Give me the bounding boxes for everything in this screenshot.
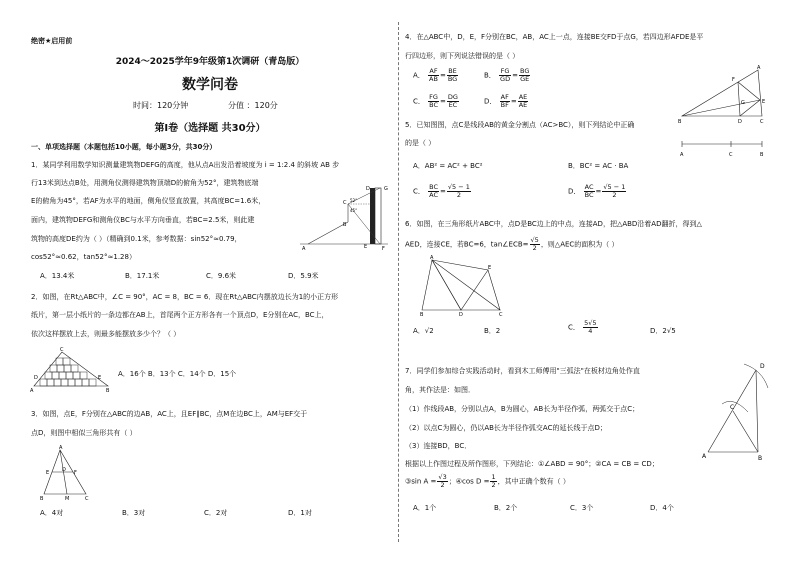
q5-d-num2: √5 − 1 [603,183,626,191]
q3-label-b: B [40,496,44,502]
q5-c-num2: √5 − 1 [447,183,470,191]
q4-c-den1: BC [429,101,439,109]
q3-label-f: F [74,470,77,476]
q5-c-den2: 2 [456,191,461,199]
q4-c-letter: C． [413,97,425,106]
q4-a-num1: AF [429,67,438,75]
volume-title: 第Ⅰ卷（选择题 共30分） [154,123,266,134]
q1-label-f: F [382,246,385,252]
q5-d-den2: 2 [612,191,617,199]
q4-b-den1: GD [500,75,511,83]
q1-line-4: 面内，建筑物DEFG和测角仪BC与水平方向垂直，若BC=2.5米，则此建 [31,216,255,224]
q6-label-a: A [430,255,434,261]
q4-a-num2: BE [448,67,457,75]
q7-step-3: （3）连接BD，BC． [405,442,472,450]
q7-step-1: （1）作线段AB，分别以点A，B为圆心，AB长为半径作弧，两弧交于点C； [405,405,640,413]
q4-label-a: A [757,65,761,71]
column-divider [398,22,399,542]
q5-segment-figure [678,138,768,160]
q2-label-a: A [30,388,34,394]
q1-label-c: C [343,200,347,206]
q6-label-b: B [420,312,424,318]
q5-d-num1: AC [584,183,594,191]
q4-option-d[interactable]: D． $\frac{AF}{BF}$ = $\frac{AE}{AE}$ [484,93,528,109]
q1-option-b[interactable]: B．17.1米 [125,272,160,280]
q3-triangle-figure [40,444,90,500]
q7-line-2: 角，其作法是：如图． [405,386,475,394]
q5-c-letter: C． [413,187,425,196]
q4-a-den2: BG [447,75,458,83]
q1-label-d: D [366,186,370,192]
q4-label-g: G [741,100,745,106]
q5-option-d[interactable]: D． $\frac{AC}{BC}$ = $\frac{√5 - 1}{2}$ [568,183,626,199]
q5-d-letter: D． [568,187,581,196]
q4-parallelogram-figure [678,64,768,124]
q7-option-d[interactable]: D．4个 [650,504,674,512]
q7-cos-num: 1 [491,473,496,481]
q1-line-2: 行13米到达点B处，用测角仪测得建筑物顶端D的俯角为52°，建筑物底端 [31,179,259,187]
q5-c-num1: BC [429,183,439,191]
q7-sin-den: 2 [440,481,445,489]
q5-label-a: A [680,152,684,158]
q3-line-1: 3．如图，点E，F分别在△ABC的边AB，AC上，且EF∥BC，点M在边BC上，AM与EF交于 [31,410,308,418]
q7-label-d: D [760,363,765,370]
q4-label-b: B [678,119,682,125]
q2-line-2: 纸片，第一层小纸片的一条边都在AB上，首尾两个正方形各有一个顶点D，E分别在AC，BC上， [31,311,329,319]
q3-label-m: M [65,496,70,502]
q4-option-c[interactable]: C． $\frac{FG}{BC}$ = $\frac{DG}{EC}$ [413,93,458,109]
q6-option-b[interactable]: B．2 [484,327,501,335]
q3-option-d[interactable]: D．1对 [288,509,312,517]
q1-label-a: A [302,246,306,252]
q4-line-1: 4．在△ABC中，D，E，F分别在BC，AB，AC上一点，连接BE交FD于点G，若四边形AFDE是平 [405,33,704,41]
q7-line-4 [405,474,570,489]
q6-c-letter: C． [568,323,580,332]
q3-line-2: 点D，则图中相似三角形共有（ ） [31,429,137,437]
q5-line-2: 的是（ ） [405,139,436,147]
q2-label-e: E [98,375,102,381]
q7-line-4b: ；④cos D = [448,477,490,486]
q6-label-d: D [459,312,463,318]
q3-label-c: C [85,496,89,502]
q1-line-1: 1．某同学利用数学知识测量建筑物DEFG的高度，他从点A出发沿着坡度为 i = 1:2.4 的斜坡 AB 步 [31,161,340,169]
q2-options[interactable]: A．16个 B．13个 C．14个 D．15个 [118,370,237,378]
q4-line-2: 行四边形，则下列说法错误的是（ ） [405,52,520,60]
exam-time: 时间：120分钟 [133,101,189,110]
secret-label: 绝密★启用前 [31,37,73,45]
q2-label-c: C [60,347,64,353]
section-heading: 一、单项选择题（本题包括10小题，每小题3分，共30分） [31,143,217,151]
q2-line-3: 依次这样摆放上去，则最多能摆放多少个？（ ） [31,330,181,338]
q1-line-5: 筑物的高度DE约为（ ）（精确到0.1米，参考数据：sin52°≈0.79， [31,235,242,243]
q4-label-c: C [760,119,764,125]
q7-option-a[interactable]: A．1个 [413,504,437,512]
q4-c-num1: FG [429,93,438,101]
q2-label-b: B [106,388,110,394]
q4-b-num1: FG [500,67,510,75]
q4-b-den2: GE [520,75,530,83]
q4-c-num2: DG [447,93,458,101]
q7-option-c[interactable]: C．3个 [570,504,594,512]
q7-label-a: A [702,453,707,460]
q6-c-den: 4 [588,327,593,335]
q5-option-a[interactable]: A．AB² = AC² + BC² [413,162,483,170]
q6-c-num: 5√5 [584,319,597,327]
q4-d-den2: AE [518,101,528,109]
q7-option-b[interactable]: B．2个 [494,504,518,512]
q6-option-d[interactable]: D．2√5 [650,327,676,335]
q6-line-2b: ，则△AEC的面积为（ ） [540,240,619,249]
q4-label-f: F [732,77,735,83]
q4-label-e: E [762,99,766,105]
q5-label-b: B [760,152,764,158]
q1-option-d[interactable]: D．5.9米 [288,272,319,280]
q7-label-b: B [758,455,763,462]
q6-line-2 [405,237,619,252]
q3-option-a[interactable]: A．4对 [40,509,64,517]
q6-option-c[interactable] [568,320,599,335]
q1-option-c[interactable]: C．9.6米 [206,272,237,280]
q6-tan-den: 2 [532,244,537,252]
q1-label-e: E [364,244,368,250]
q6-option-a[interactable]: A．√2 [413,327,434,335]
q6-label-c: C [499,312,503,318]
q3-option-c[interactable]: C．2对 [204,509,228,517]
q7-line-1: 7．同学们参加综合实践活动时，看到木工师傅用"三弧法"在板材边角处作直 [405,367,640,375]
q5-option-b[interactable]: B．BC² = AC · BA [568,162,629,170]
q4-c-den2: EC [448,101,458,109]
q7-label-c: C [730,404,735,411]
q4-a-den1: AB [429,75,438,83]
q6-line-2a: AED，连接CE，若BC=6，tan∠ECB= [405,240,529,249]
q1-angle-45: 45° [350,208,358,213]
q7-line-3: 根据以上作图过程及所作图形，下列结论：①∠ABD = 90°；②CA = CB = CD； [405,460,659,468]
q1-building-figure [300,182,392,252]
exam-score: 分值 ：120分 [228,101,278,110]
q7-sin-num: √3 [438,473,447,481]
q3-option-b[interactable]: B．3对 [122,509,146,517]
q4-d-num1: AF [500,93,509,101]
q4-b-letter: B． [484,71,496,80]
q7-step-2: （2）以点C为圆心，仍以AB长为半径作弧交AC的延长线于点D； [405,424,607,432]
q7-cos-den: 2 [491,481,496,489]
q2-squares-figure [30,346,112,392]
q7-line-4c: ，其中正确个数有（ ） [497,477,570,486]
q6-label-e: E [488,265,492,271]
q4-d-den1: BF [500,101,509,109]
q3-label-d: D [62,467,66,473]
subject-title: 数学问卷 [182,77,238,93]
q4-option-a[interactable]: A． $\frac{AF}{AB}$ = $\frac{BE}{BG}$ [413,67,458,83]
q3-label-a: A [59,445,63,451]
q5-line-1: 5．已知图图，点C是线段AB的黄金分割点（AC>BC），则下列结论中正确 [405,121,635,129]
q1-label-b: B [343,222,347,228]
q4-d-letter: D． [484,97,497,106]
q4-d-num2: AE [518,93,528,101]
q7-three-arc-figure [700,360,774,462]
q7-line-4a: ③sin A = [405,477,437,486]
q6-fold-figure [420,256,504,316]
q5-c-den1: AC [429,191,438,199]
q6-line-1: 6．如图，在三角形纸片ABC中，点D是BC边上的中点，连接AD，把△ABD沿着AD翻折，得到△ [405,220,702,228]
q4-a-letter: A． [413,71,425,80]
q1-line-3: E的俯角为45°，若AF为水平的地面，侧角仪竖直放置，其高度BC=1.6米， [31,197,266,205]
q4-b-num2: BG [519,67,530,75]
q6-tan-num: √5 [530,236,539,244]
q5-d-den1: BC [584,191,594,199]
q2-line-1: 2．如图，在Rt△ABC中，∠C = 90°，AC = 8，BC = 6．现在Rt△ABC内摆放边长为1的小正方形 [31,293,339,301]
q1-option-a[interactable]: A．13.4米 [40,272,75,280]
q1-label-g: G [384,186,388,192]
q1-angle-52: 52° [350,198,358,203]
q2-label-d: D [34,375,38,381]
q4-option-b[interactable]: B． $\frac{FG}{GD}$ = $\frac{BG}{GE}$ [484,67,530,83]
q3-label-e: E [46,470,50,476]
q5-label-c: C [729,152,733,158]
q5-option-c[interactable]: C． $\frac{BC}{AC}$ = $\frac{√5 - 1}{2}$ [413,183,470,199]
q1-line-6: cos52°≈0.62，tan52°≈1.28） [31,253,136,261]
q4-label-d: D [738,119,742,125]
exam-title: 2024～2025学年9年级第1次调研（青岛版） [115,57,305,67]
